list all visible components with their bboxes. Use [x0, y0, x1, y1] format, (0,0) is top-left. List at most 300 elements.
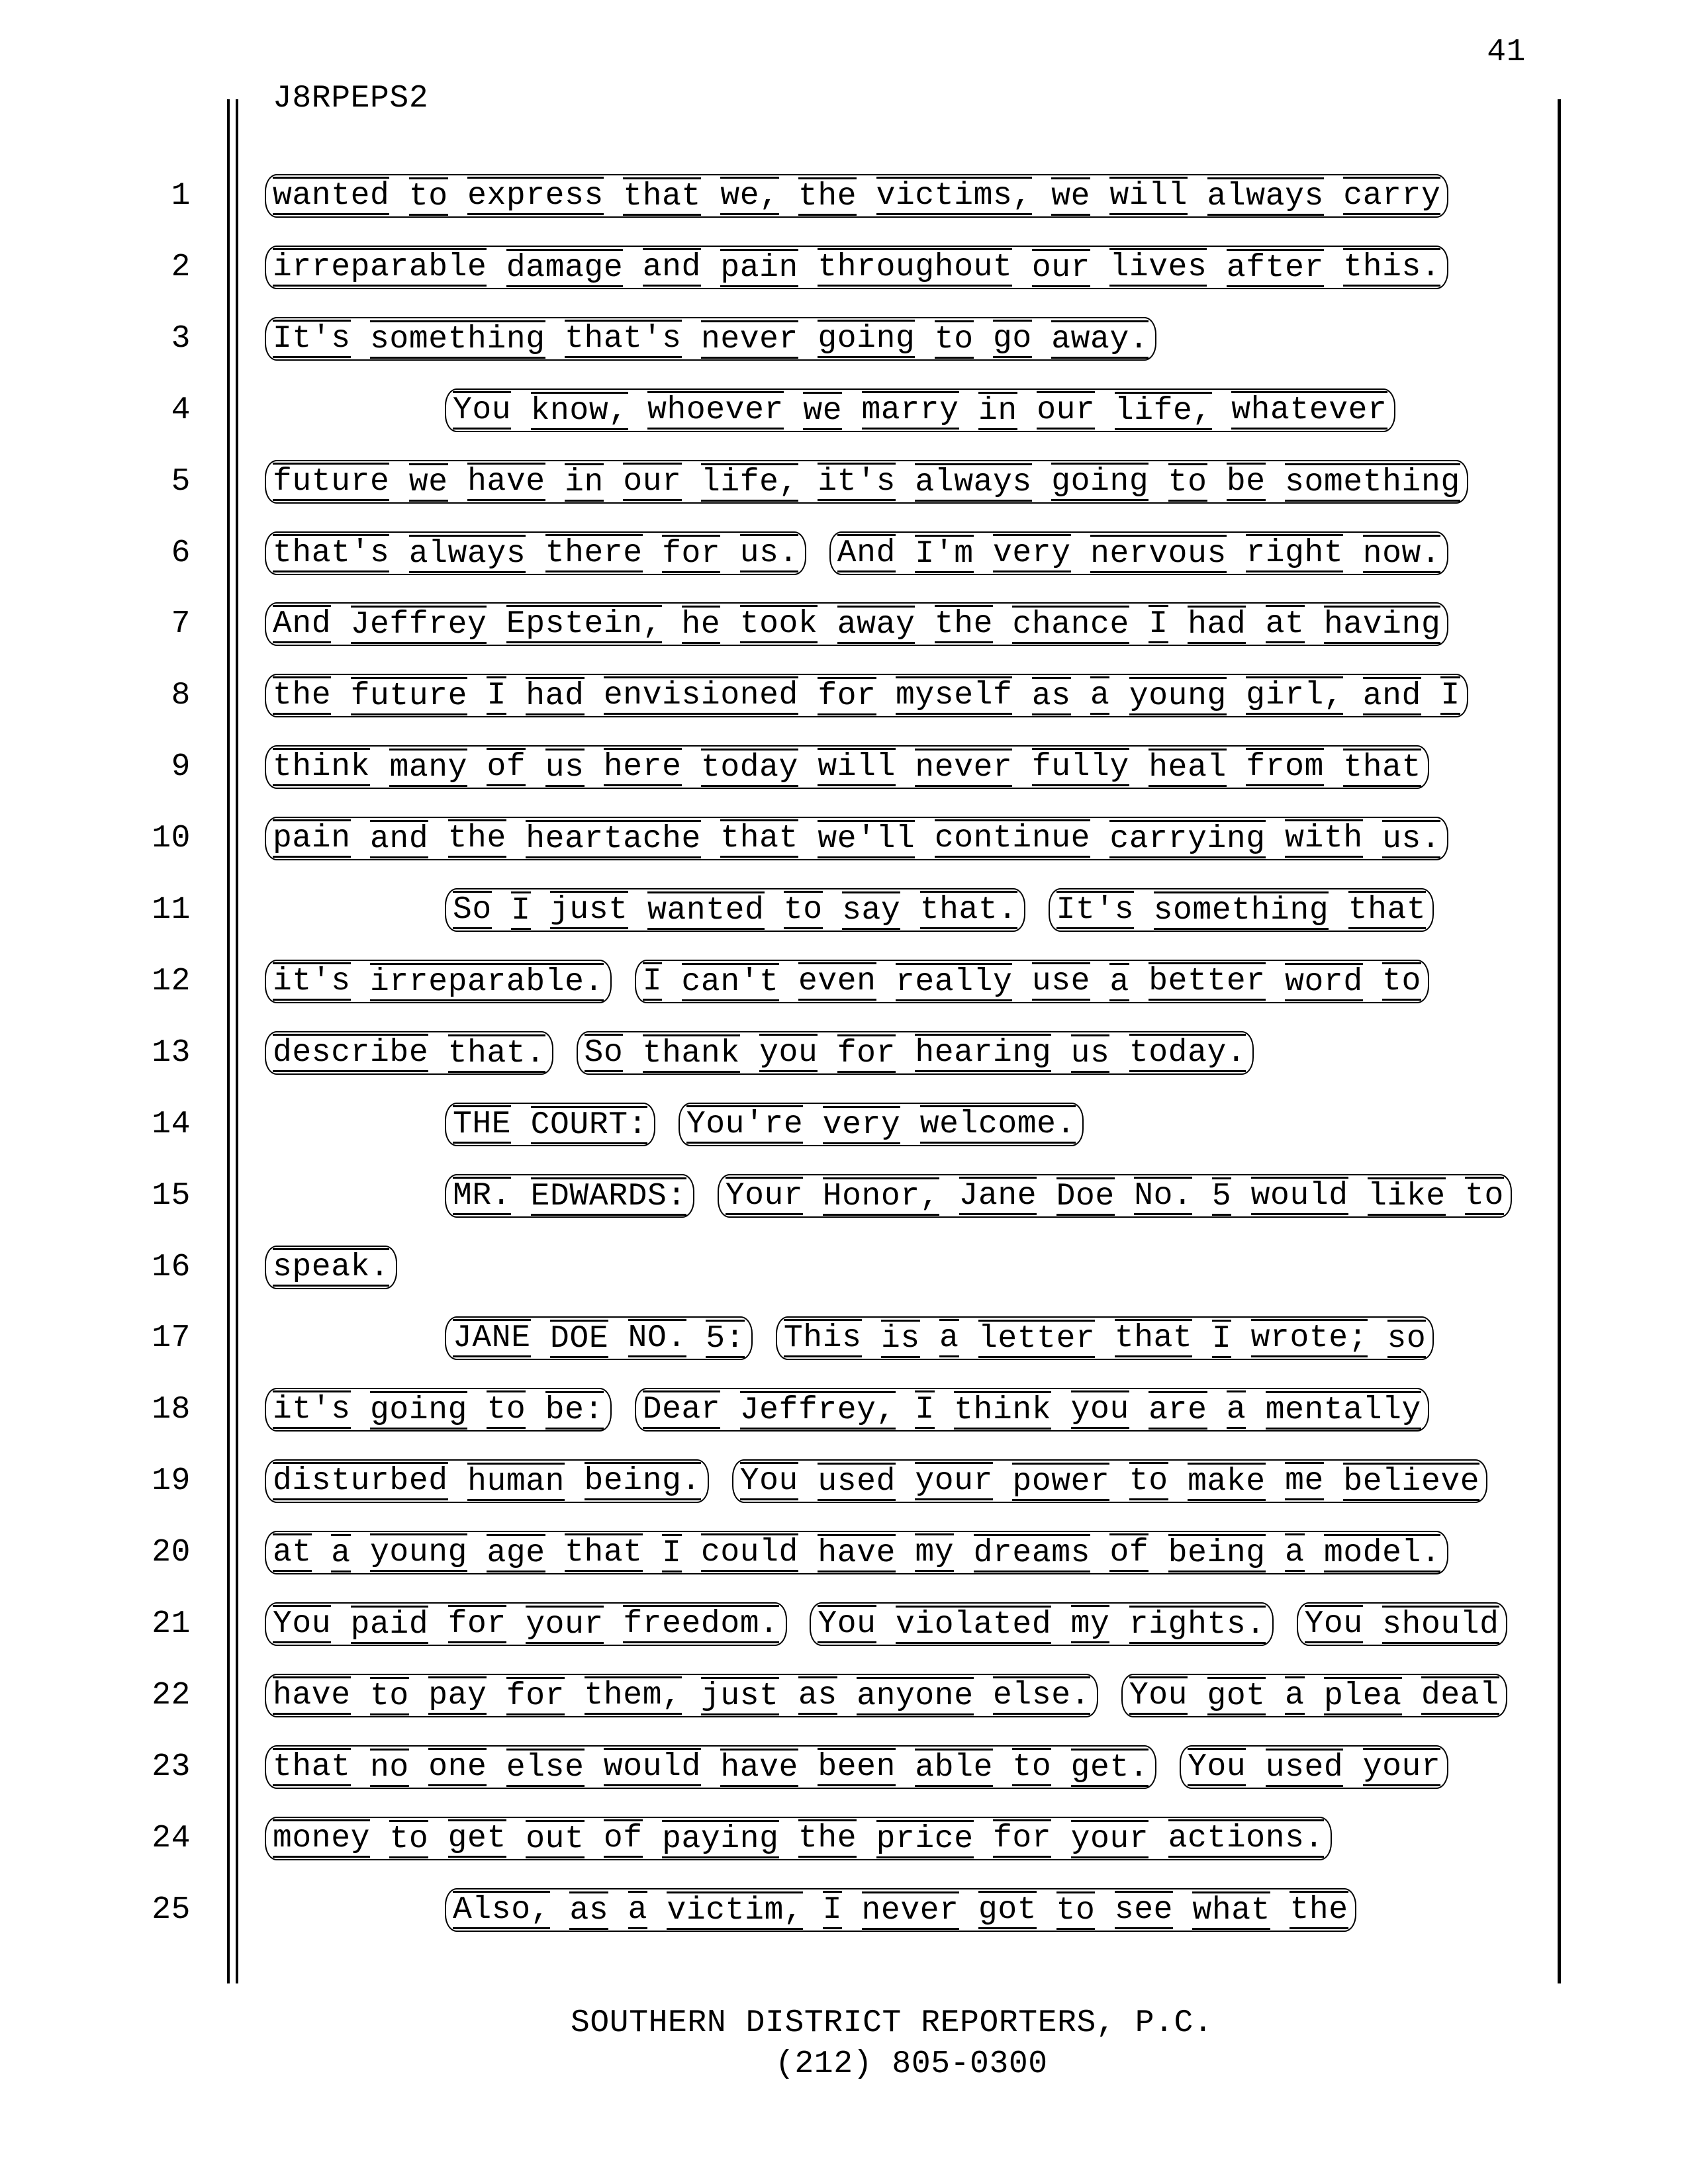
- word: at: [1265, 606, 1305, 642]
- line-text: [273, 817, 1440, 860]
- word: now.: [1362, 536, 1441, 572]
- word: think: [273, 749, 371, 785]
- word: power: [1012, 1464, 1110, 1500]
- word: a: [628, 1892, 648, 1928]
- line-text: [273, 531, 1440, 575]
- word: 5:: [706, 1321, 745, 1357]
- word: a: [1226, 1392, 1246, 1428]
- word: have: [720, 1750, 798, 1786]
- word: is: [880, 1321, 920, 1357]
- word: wrote;: [1250, 1320, 1368, 1356]
- sentence-box: [265, 1531, 1448, 1574]
- word: continue: [934, 821, 1091, 856]
- word: You: [273, 1606, 332, 1642]
- word: it's: [273, 1392, 351, 1428]
- sentence-box: [679, 1103, 1084, 1146]
- word: always: [408, 536, 526, 572]
- word: make: [1188, 1464, 1266, 1500]
- page-number: 41: [1487, 34, 1526, 70]
- word: violated: [896, 1607, 1052, 1643]
- sentence-box: [265, 317, 1156, 361]
- transcript-line-21: [0, 1602, 1688, 1650]
- word: And: [273, 606, 332, 642]
- word: going: [818, 321, 915, 357]
- sentence-box: [635, 1388, 1429, 1432]
- word: today: [700, 750, 798, 786]
- word: my: [915, 1535, 955, 1570]
- word: away: [837, 607, 915, 643]
- word: rights.: [1129, 1607, 1266, 1643]
- word: pay: [428, 1678, 487, 1713]
- line-text: [273, 1388, 1421, 1432]
- word: got: [978, 1892, 1037, 1928]
- word: I: [1149, 606, 1168, 642]
- line-text: [273, 1817, 1324, 1860]
- word: here: [603, 749, 682, 785]
- word: speak.: [273, 1250, 390, 1285]
- word: I'm: [915, 536, 974, 572]
- sentence-box: [829, 531, 1449, 575]
- word: having: [1323, 607, 1441, 643]
- word: used: [818, 1464, 896, 1500]
- word: will: [1109, 178, 1188, 214]
- word: like: [1368, 1179, 1446, 1214]
- word: heal: [1149, 750, 1227, 786]
- line-number: 19: [152, 1463, 191, 1499]
- word: right: [1246, 535, 1344, 571]
- word: one: [428, 1749, 487, 1785]
- word: for: [818, 678, 876, 714]
- word: envisioned: [603, 678, 798, 713]
- line-number: 20: [152, 1535, 191, 1570]
- transcript-line-6: [0, 531, 1688, 579]
- word: You: [453, 392, 512, 428]
- transcript-line-23: [0, 1745, 1688, 1793]
- word: MR.: [453, 1178, 512, 1214]
- word: the: [934, 606, 994, 642]
- word: welcome.: [919, 1107, 1076, 1142]
- word: would: [603, 1749, 701, 1785]
- word: model.: [1323, 1535, 1441, 1571]
- line-number: 21: [152, 1606, 191, 1642]
- word: that: [720, 821, 798, 856]
- word: going: [370, 1392, 468, 1428]
- line-text: [273, 745, 1421, 789]
- sentence-box: [265, 1388, 612, 1432]
- word: are: [1149, 1392, 1207, 1428]
- line-text: [273, 1103, 1076, 1146]
- word: else: [506, 1750, 585, 1786]
- word: just: [700, 1678, 779, 1714]
- word: a: [331, 1535, 351, 1571]
- line-number: 23: [152, 1749, 191, 1785]
- word: disturbed: [273, 1463, 448, 1499]
- word: to: [370, 1678, 409, 1714]
- word: whatever: [1231, 392, 1387, 428]
- sentence-box: [635, 960, 1429, 1003]
- word: I: [487, 678, 506, 713]
- word: irreparable: [273, 250, 487, 285]
- word: better: [1149, 964, 1266, 999]
- word: You're: [686, 1107, 804, 1142]
- transcript-line-20: [0, 1531, 1688, 1578]
- line-text: [273, 1745, 1440, 1789]
- word: that: [565, 1535, 643, 1570]
- transcript-line-1: [0, 174, 1688, 222]
- word: human: [467, 1464, 565, 1500]
- word: the: [798, 1821, 857, 1856]
- word: get.: [1070, 1750, 1149, 1786]
- line-text: [273, 1459, 1479, 1503]
- word: and: [370, 821, 429, 857]
- word: can't: [681, 964, 779, 1000]
- word: COURT:: [530, 1107, 648, 1143]
- word: just: [550, 892, 628, 928]
- word: wanted: [647, 893, 765, 929]
- sentence-box: [265, 602, 1448, 646]
- word: young: [370, 1535, 468, 1570]
- word: nervous: [1090, 536, 1227, 572]
- word: Doe: [1056, 1179, 1115, 1214]
- word: us: [1070, 1036, 1110, 1071]
- word: what: [1192, 1893, 1271, 1929]
- line-text: [273, 1246, 389, 1289]
- word: them,: [584, 1678, 682, 1713]
- word: see: [1114, 1892, 1174, 1928]
- word: to: [934, 322, 974, 357]
- word: that: [1348, 892, 1427, 928]
- word: going: [1051, 464, 1149, 500]
- word: at: [273, 1535, 312, 1570]
- word: carry: [1343, 178, 1441, 214]
- word: freedom.: [623, 1606, 779, 1642]
- line-number: 14: [152, 1107, 191, 1142]
- word: been: [818, 1749, 896, 1785]
- word: for: [837, 1036, 896, 1071]
- word: hearing: [915, 1035, 1052, 1071]
- word: price: [876, 1821, 974, 1857]
- word: 5: [1211, 1179, 1232, 1214]
- word: from: [1246, 749, 1324, 785]
- word: heartache: [526, 821, 701, 857]
- word: me: [1285, 1463, 1324, 1499]
- transcript-line-22: [0, 1674, 1688, 1721]
- word: be: [1226, 464, 1266, 500]
- sentence-box: [1121, 1674, 1507, 1717]
- word: You: [818, 1606, 876, 1642]
- sentence-box: [265, 1031, 553, 1075]
- word: believe: [1343, 1464, 1480, 1500]
- transcript-line-13: [0, 1031, 1688, 1079]
- word: age: [487, 1535, 545, 1571]
- word: never: [700, 322, 798, 357]
- line-text: [273, 1316, 1426, 1360]
- sentence-box: [732, 1459, 1487, 1503]
- line-number: 8: [171, 678, 191, 713]
- sentence-box: [1297, 1602, 1507, 1646]
- sentence-box: [265, 674, 1468, 717]
- transcript-line-11: [0, 888, 1688, 936]
- sentence-box: [265, 174, 1448, 218]
- transcript-line-3: [0, 317, 1688, 365]
- word: whoever: [647, 392, 784, 428]
- word: to: [487, 1392, 526, 1428]
- word: your: [1070, 1821, 1149, 1857]
- footer-reporter-name: SOUTHERN DISTRICT REPORTERS, P.C.: [571, 2005, 1213, 2041]
- word: I: [1211, 1321, 1232, 1357]
- word: us: [545, 750, 585, 786]
- word: as: [798, 1678, 837, 1713]
- word: many: [389, 750, 468, 786]
- sentence-box: [265, 817, 1448, 860]
- word: of: [1109, 1535, 1149, 1570]
- word: damage: [506, 250, 624, 286]
- word: he: [681, 607, 721, 643]
- word: we: [803, 393, 843, 429]
- word: there: [545, 535, 643, 571]
- sentence-box: [810, 1602, 1273, 1646]
- sentence-box: [265, 960, 612, 1003]
- sentence-box: [445, 388, 1395, 432]
- line-number: 5: [171, 464, 191, 500]
- word: we: [1051, 179, 1091, 214]
- line-number: 9: [171, 749, 191, 785]
- word: future: [350, 678, 468, 714]
- line-number: 13: [152, 1035, 191, 1071]
- line-text: [273, 174, 1440, 218]
- word: I: [642, 964, 663, 999]
- word: have: [273, 1678, 351, 1713]
- word: I: [822, 1892, 843, 1928]
- word: had: [1188, 607, 1246, 643]
- line-text: [273, 1602, 1499, 1646]
- word: carrying: [1109, 821, 1266, 857]
- word: something: [1153, 893, 1329, 929]
- word: used: [1265, 1750, 1344, 1786]
- transcript-line-10: [0, 817, 1688, 864]
- word: it's: [273, 964, 351, 999]
- sentence-box: [718, 1174, 1512, 1218]
- transcript-line-14: [0, 1103, 1688, 1150]
- word: You: [1304, 1606, 1363, 1642]
- word: deal: [1421, 1678, 1499, 1713]
- line-text: [273, 1031, 1246, 1075]
- line-text: [273, 246, 1440, 289]
- sentence-box: [445, 1316, 753, 1360]
- word: a: [1109, 964, 1129, 1000]
- word: mentally: [1265, 1392, 1421, 1428]
- line-text: [273, 460, 1460, 504]
- word: Dear: [642, 1392, 721, 1428]
- word: got: [1207, 1678, 1266, 1714]
- word: throughout: [818, 250, 1013, 285]
- word: You: [1188, 1749, 1246, 1785]
- word: will: [818, 749, 896, 785]
- line-text: [273, 1888, 1348, 1932]
- word: this.: [1343, 250, 1441, 285]
- word: you: [759, 1035, 818, 1071]
- word: to: [1129, 1463, 1168, 1499]
- word: that.: [919, 892, 1017, 928]
- word: something: [370, 322, 545, 357]
- word: your: [526, 1607, 604, 1643]
- word: no: [370, 1750, 409, 1786]
- word: victim,: [667, 1893, 804, 1929]
- word: So: [584, 1035, 624, 1071]
- line-number: 10: [152, 821, 191, 856]
- line-number: 4: [171, 392, 191, 428]
- word: paid: [350, 1607, 429, 1643]
- sentence-box: [577, 1031, 1254, 1075]
- sentence-box: [265, 531, 806, 575]
- sentence-box: [265, 246, 1448, 289]
- word: as: [569, 1893, 609, 1929]
- line-text: [273, 317, 1149, 361]
- line-number: 25: [152, 1892, 191, 1928]
- word: so: [1387, 1321, 1427, 1357]
- word: DOE: [550, 1321, 609, 1357]
- word: of: [603, 1821, 643, 1856]
- word: a: [1090, 678, 1110, 713]
- word: It's: [1056, 892, 1135, 928]
- word: and: [1362, 678, 1421, 714]
- word: I: [1440, 678, 1460, 713]
- sentence-box: [265, 1602, 787, 1646]
- word: life,: [1114, 393, 1212, 429]
- line-number: 2: [171, 250, 191, 285]
- word: paying: [662, 1821, 779, 1857]
- sentence-box: [265, 1246, 397, 1289]
- word: fully: [1031, 749, 1129, 785]
- word: I: [511, 893, 531, 929]
- word: we,: [720, 178, 779, 214]
- transcript-line-15: [0, 1174, 1688, 1222]
- word: THE: [453, 1107, 512, 1142]
- word: get: [447, 1821, 506, 1856]
- word: for: [506, 1678, 565, 1714]
- transcript-line-19: [0, 1459, 1688, 1507]
- word: So: [453, 892, 492, 928]
- word: that: [623, 179, 701, 214]
- word: a: [939, 1320, 959, 1356]
- word: money: [273, 1821, 371, 1856]
- word: use: [1031, 964, 1091, 999]
- transcript-line-5: [0, 460, 1688, 508]
- line-text: [273, 888, 1426, 932]
- word: that's: [273, 535, 390, 571]
- word: took: [739, 606, 818, 642]
- word: never: [861, 1893, 959, 1929]
- word: always: [1207, 179, 1324, 214]
- word: my: [1070, 1606, 1110, 1642]
- transcript-line-2: [0, 246, 1688, 293]
- word: thank: [642, 1036, 740, 1071]
- word: else.: [993, 1678, 1091, 1713]
- word: pain: [720, 250, 798, 286]
- word: dreams: [973, 1535, 1091, 1571]
- word: after: [1226, 250, 1324, 286]
- word: know,: [530, 393, 628, 429]
- word: should: [1382, 1607, 1499, 1643]
- sentence-box: [445, 1174, 694, 1218]
- word: to: [1465, 1178, 1504, 1214]
- word: for: [993, 1821, 1052, 1856]
- sentence-box: [265, 1817, 1332, 1860]
- word: being: [1168, 1535, 1266, 1571]
- word: had: [526, 678, 585, 714]
- word: our: [1037, 392, 1096, 428]
- word: No.: [1134, 1178, 1193, 1214]
- word: have: [818, 1535, 896, 1571]
- word: with: [1285, 821, 1363, 856]
- line-text: [273, 602, 1440, 646]
- word: Honor,: [822, 1179, 940, 1214]
- word: able: [915, 1750, 994, 1786]
- word: Jeffrey: [350, 607, 487, 643]
- line-text: [273, 960, 1421, 1003]
- line-text: [273, 674, 1460, 717]
- word: wanted: [273, 178, 390, 214]
- transcript-line-25: [0, 1888, 1688, 1936]
- line-number: 12: [152, 964, 191, 999]
- word: Also,: [453, 1892, 551, 1928]
- word: myself: [895, 678, 1013, 713]
- word: I: [662, 1535, 682, 1571]
- transcript-line-9: [0, 745, 1688, 793]
- word: JANE: [453, 1320, 531, 1356]
- sentence-box: [776, 1316, 1434, 1360]
- word: plea: [1323, 1678, 1402, 1714]
- transcript-line-8: [0, 674, 1688, 721]
- word: the: [1289, 1892, 1348, 1928]
- word: Jeffrey,: [739, 1392, 896, 1428]
- line-number: 6: [171, 535, 191, 571]
- word: you: [1070, 1392, 1129, 1428]
- line-number: 22: [152, 1678, 191, 1713]
- word: the: [273, 678, 332, 713]
- word: to: [1168, 465, 1207, 500]
- word: away.: [1051, 322, 1149, 357]
- word: I: [915, 1392, 935, 1428]
- word: it's: [818, 464, 896, 500]
- word: in: [978, 393, 1017, 429]
- word: NO.: [628, 1320, 686, 1356]
- line-text: [273, 1174, 1504, 1218]
- word: irreparable.: [370, 964, 604, 1000]
- word: to: [1382, 964, 1421, 999]
- sentence-box: [265, 460, 1468, 504]
- word: lives: [1109, 250, 1207, 285]
- word: we: [408, 465, 448, 500]
- line-number: 16: [152, 1250, 191, 1285]
- word: say: [842, 893, 901, 929]
- sentence-box: [1049, 888, 1434, 932]
- footer-phone: (212) 805-0300: [775, 2046, 1048, 2082]
- line-number: 17: [152, 1320, 191, 1356]
- word: a: [1285, 1535, 1305, 1570]
- word: describe: [273, 1035, 429, 1071]
- word: your: [915, 1463, 994, 1499]
- word: the: [798, 179, 857, 214]
- word: life,: [700, 465, 798, 500]
- line-text: [273, 388, 1387, 432]
- transcript-line-16: [0, 1246, 1688, 1293]
- sentence-box: [445, 1888, 1356, 1932]
- word: that: [1114, 1320, 1193, 1356]
- word: girl,: [1246, 678, 1344, 713]
- word: really: [895, 964, 1013, 1000]
- word: our: [623, 464, 682, 500]
